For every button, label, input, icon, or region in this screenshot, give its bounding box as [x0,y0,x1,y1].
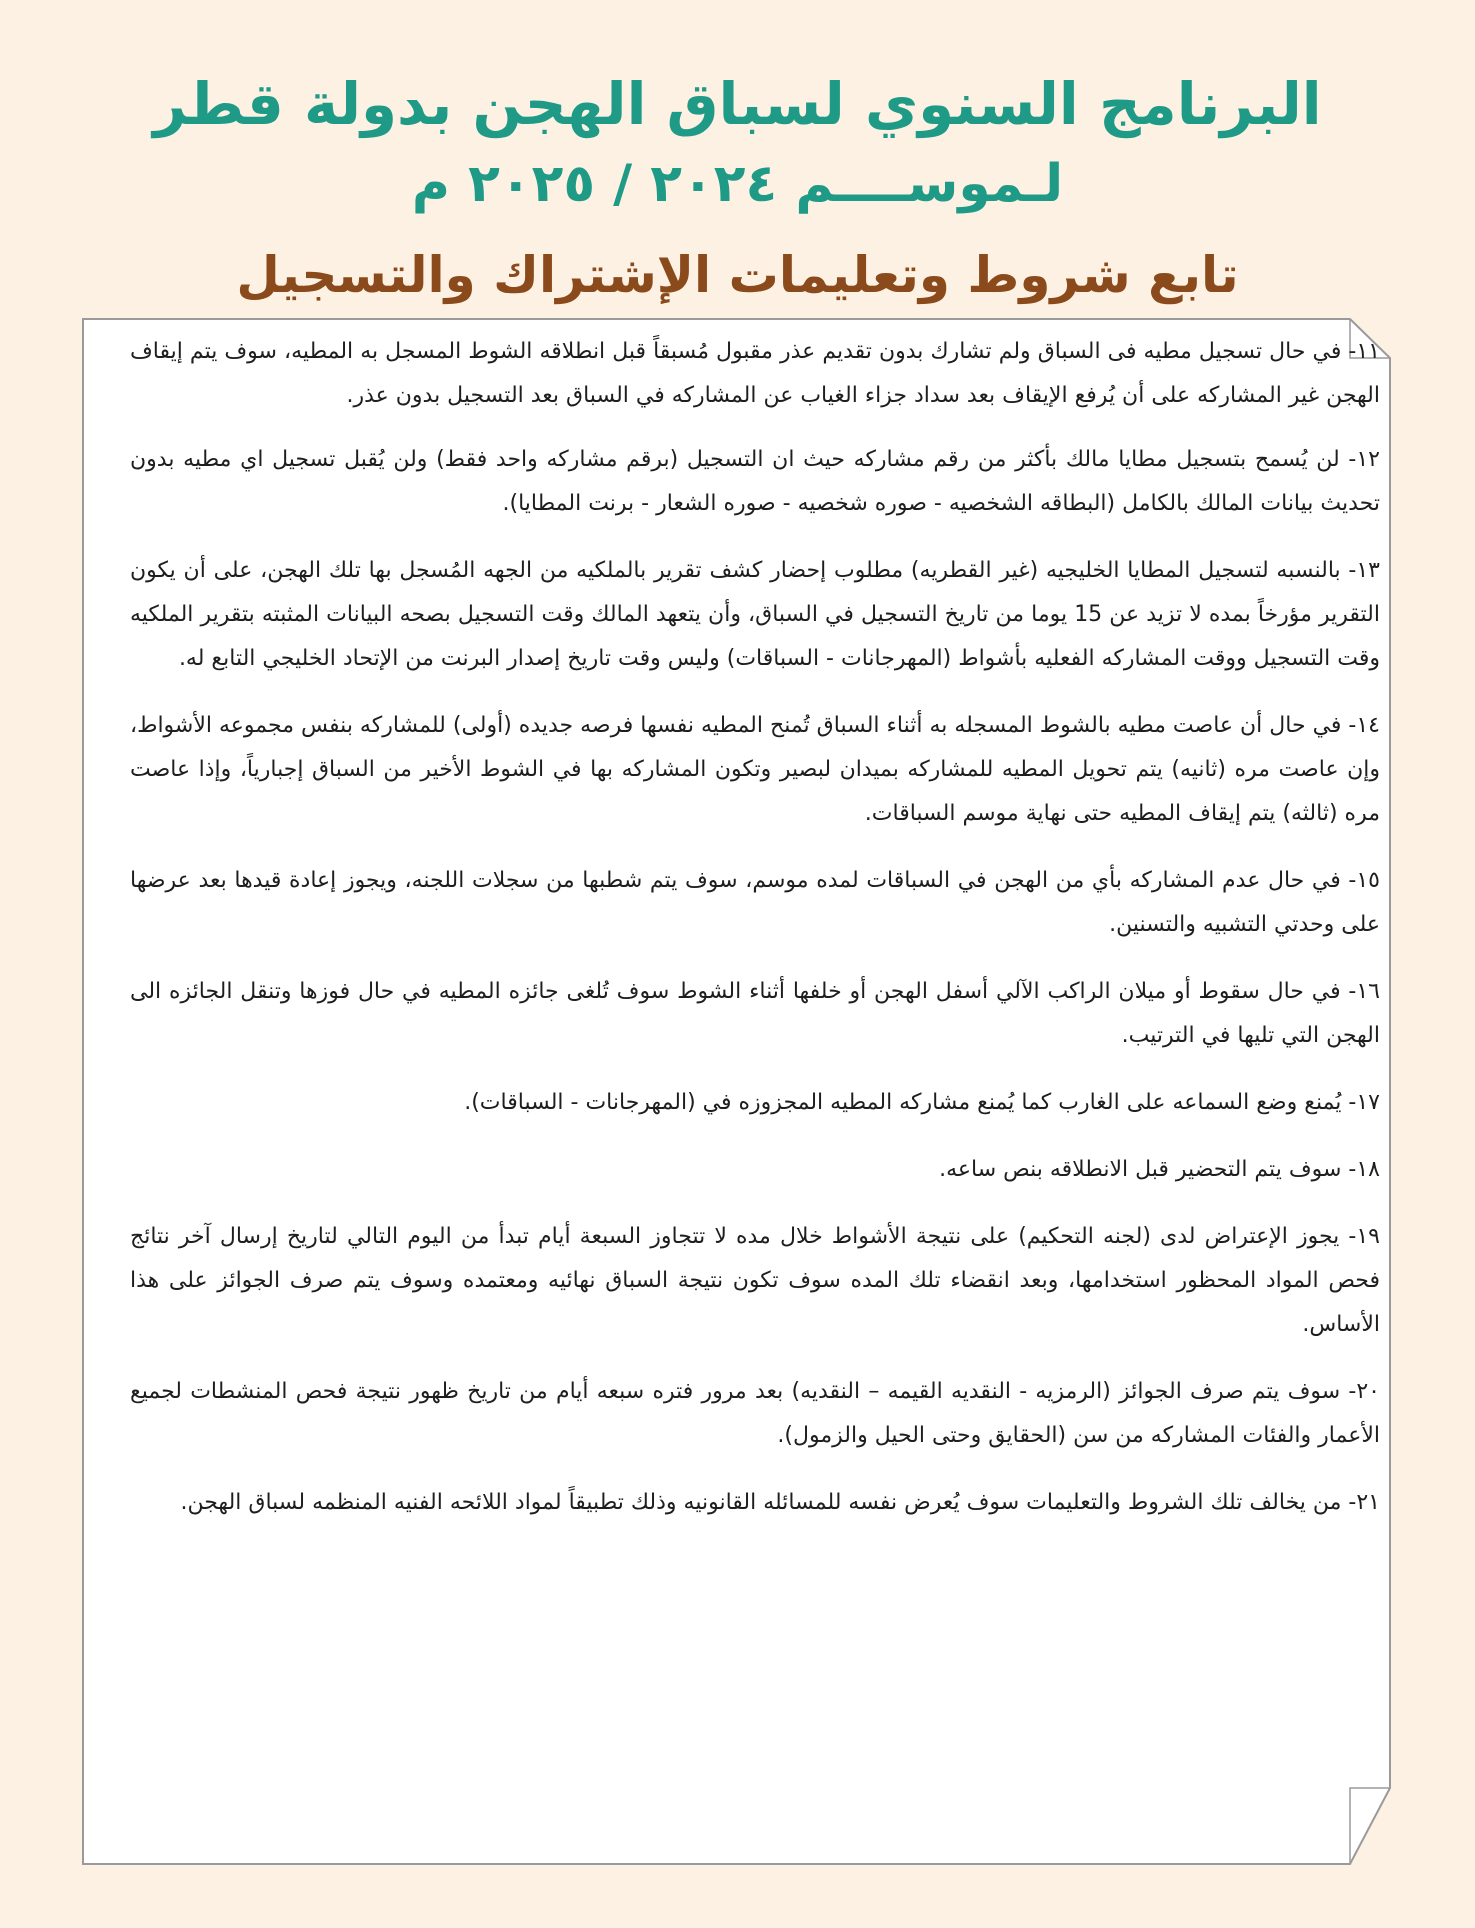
term-item-13: ١٣- بالنسبه لتسجيل المطايا الخليجيه (غير القطريه) مطلوب إحضار كشف تقرير بالملكيه من الجهه المُسجل بها تلك الهجن، على أن يكون التقرير مؤرخاً بمده لا تزيد عن 15 يوما من تاريخ التسجيل في السباق، وأن يتعهد المالك وقت التسجيل بصحه البيانات المثبته بتقرير الملكيه وقت التسجيل ووقت المشاركه الفعليه بأشواط (المهرجانات - السباقات) وليس وقت تاريخ إصدار البرنت من الإتحاد الخليجي التابع له. [130,558,1380,671]
season-subtitle: لـموســــم ٢٠٢٤ / ٢٠٢٥ م [411,154,1064,214]
term-item-14: ١٤- في حال أن عاصت مطيه بالشوط المسجله به أثناء السباق تُمنح المطيه نفسها فرصه جديده (أولى) للمشاركه بنفس مجموعه الأشواط، وإن عاصت مره (ثانيه) يتم تحويل المطيه للمشاركه بميدان لبصير وتكون المشاركه بها في الشوط الأخير من السباق إجبارياً، وإذا عاصت مره (ثالثه) يتم إيقاف المطيه حتى نهاية موسم السباقات. [130,713,1380,826]
term-item-15: ١٥- في حال عدم المشاركه بأي من الهجن في السباقات لمده موسم، سوف يتم شطبها من سجلات اللجنه، ويجوز إعادة قيدها بعد عرضها على وحدتي التشبيه والتسنين. [130,868,1380,937]
terms-list [130,330,1380,1548]
term-item-16: ١٦- في حال سقوط أو ميلان الراكب الآلي أسفل الهجن أو خلفها أثناء الشوط سوف تُلغى جائزه المطيه في حال فوزها وتنقل الجائزه الى الهجن التي تليها في الترتيب. [130,979,1380,1048]
term-item-18: ١٨- سوف يتم التحضير قبل الانطلاقه بنص ساعه. [939,1157,1380,1182]
term-item-19: ١٩- يجوز الإعتراض لدى (لجنه التحكيم) على نتيجة الأشواط خلال مده لا تتجاوز السبعة أيام تبدأ من اليوم التالي لتاريخ إرسال آخر نتائج فحص المواد المحظور استخدامها، وبعد انقضاء تلك المده سوف تكون نتيجة السباق نهائيه ومعتمده وسوف يتم صرف الجوائز على هذا الأساس. [130,1224,1380,1337]
main-title: البرنامج السنوي لسباق الهجن بدولة قطر [153,70,1322,138]
section-title: تابع شروط وتعليمات الإشتراك والتسجيل [236,246,1239,304]
term-item-11: ١١- في حال تسجيل مطيه فى السباق ولم تشارك بدون تقديم عذر مقبول مُسبقاً قبل انطلاقه الشوط المسجل به المطيه، سوف يتم إيقاف الهجن غير المشاركه على أن يُرفع الإيقاف بعد سداد جزاء الغياب عن المشاركه في السباق بعد التسجيل بدون عذر. [130,339,1380,408]
term-item-20: ٢٠- سوف يتم صرف الجوائز (الرمزيه - النقديه القيمه – النقديه) بعد مرور فتره سبعه أيام من تاريخ ظهور نتيجة فحص المنشطات لجميع الأعمار والفئات المشاركه من سن (الحقايق وحتى الحيل والزمول). [130,1379,1380,1448]
term-item-12: ١٢- لن يُسمح بتسجيل مطايا مالك بأكثر من رقم مشاركه حيث ان التسجيل (برقم مشاركه واحد فقط) ولن يُقبل تسجيل اي مطيه بدون تحديث بيانات المالك بالكامل (البطاقه الشخصيه - صوره شخصيه - صوره الشعار - برنت المطايا). [130,447,1380,516]
term-item-21: ٢١- من يخالف تلك الشروط والتعليمات سوف يُعرض نفسه للمسائله القانونيه وذلك تطبيقاً لمواد اللائحه الفنيه المنظمه لسباق الهجن. [180,1490,1380,1515]
term-item-17: ١٧- يُمنع وضع السماعه على الغارب كما يُمنع مشاركه المطيه المجزوزه في (المهرجانات - السباقات). [464,1090,1380,1115]
